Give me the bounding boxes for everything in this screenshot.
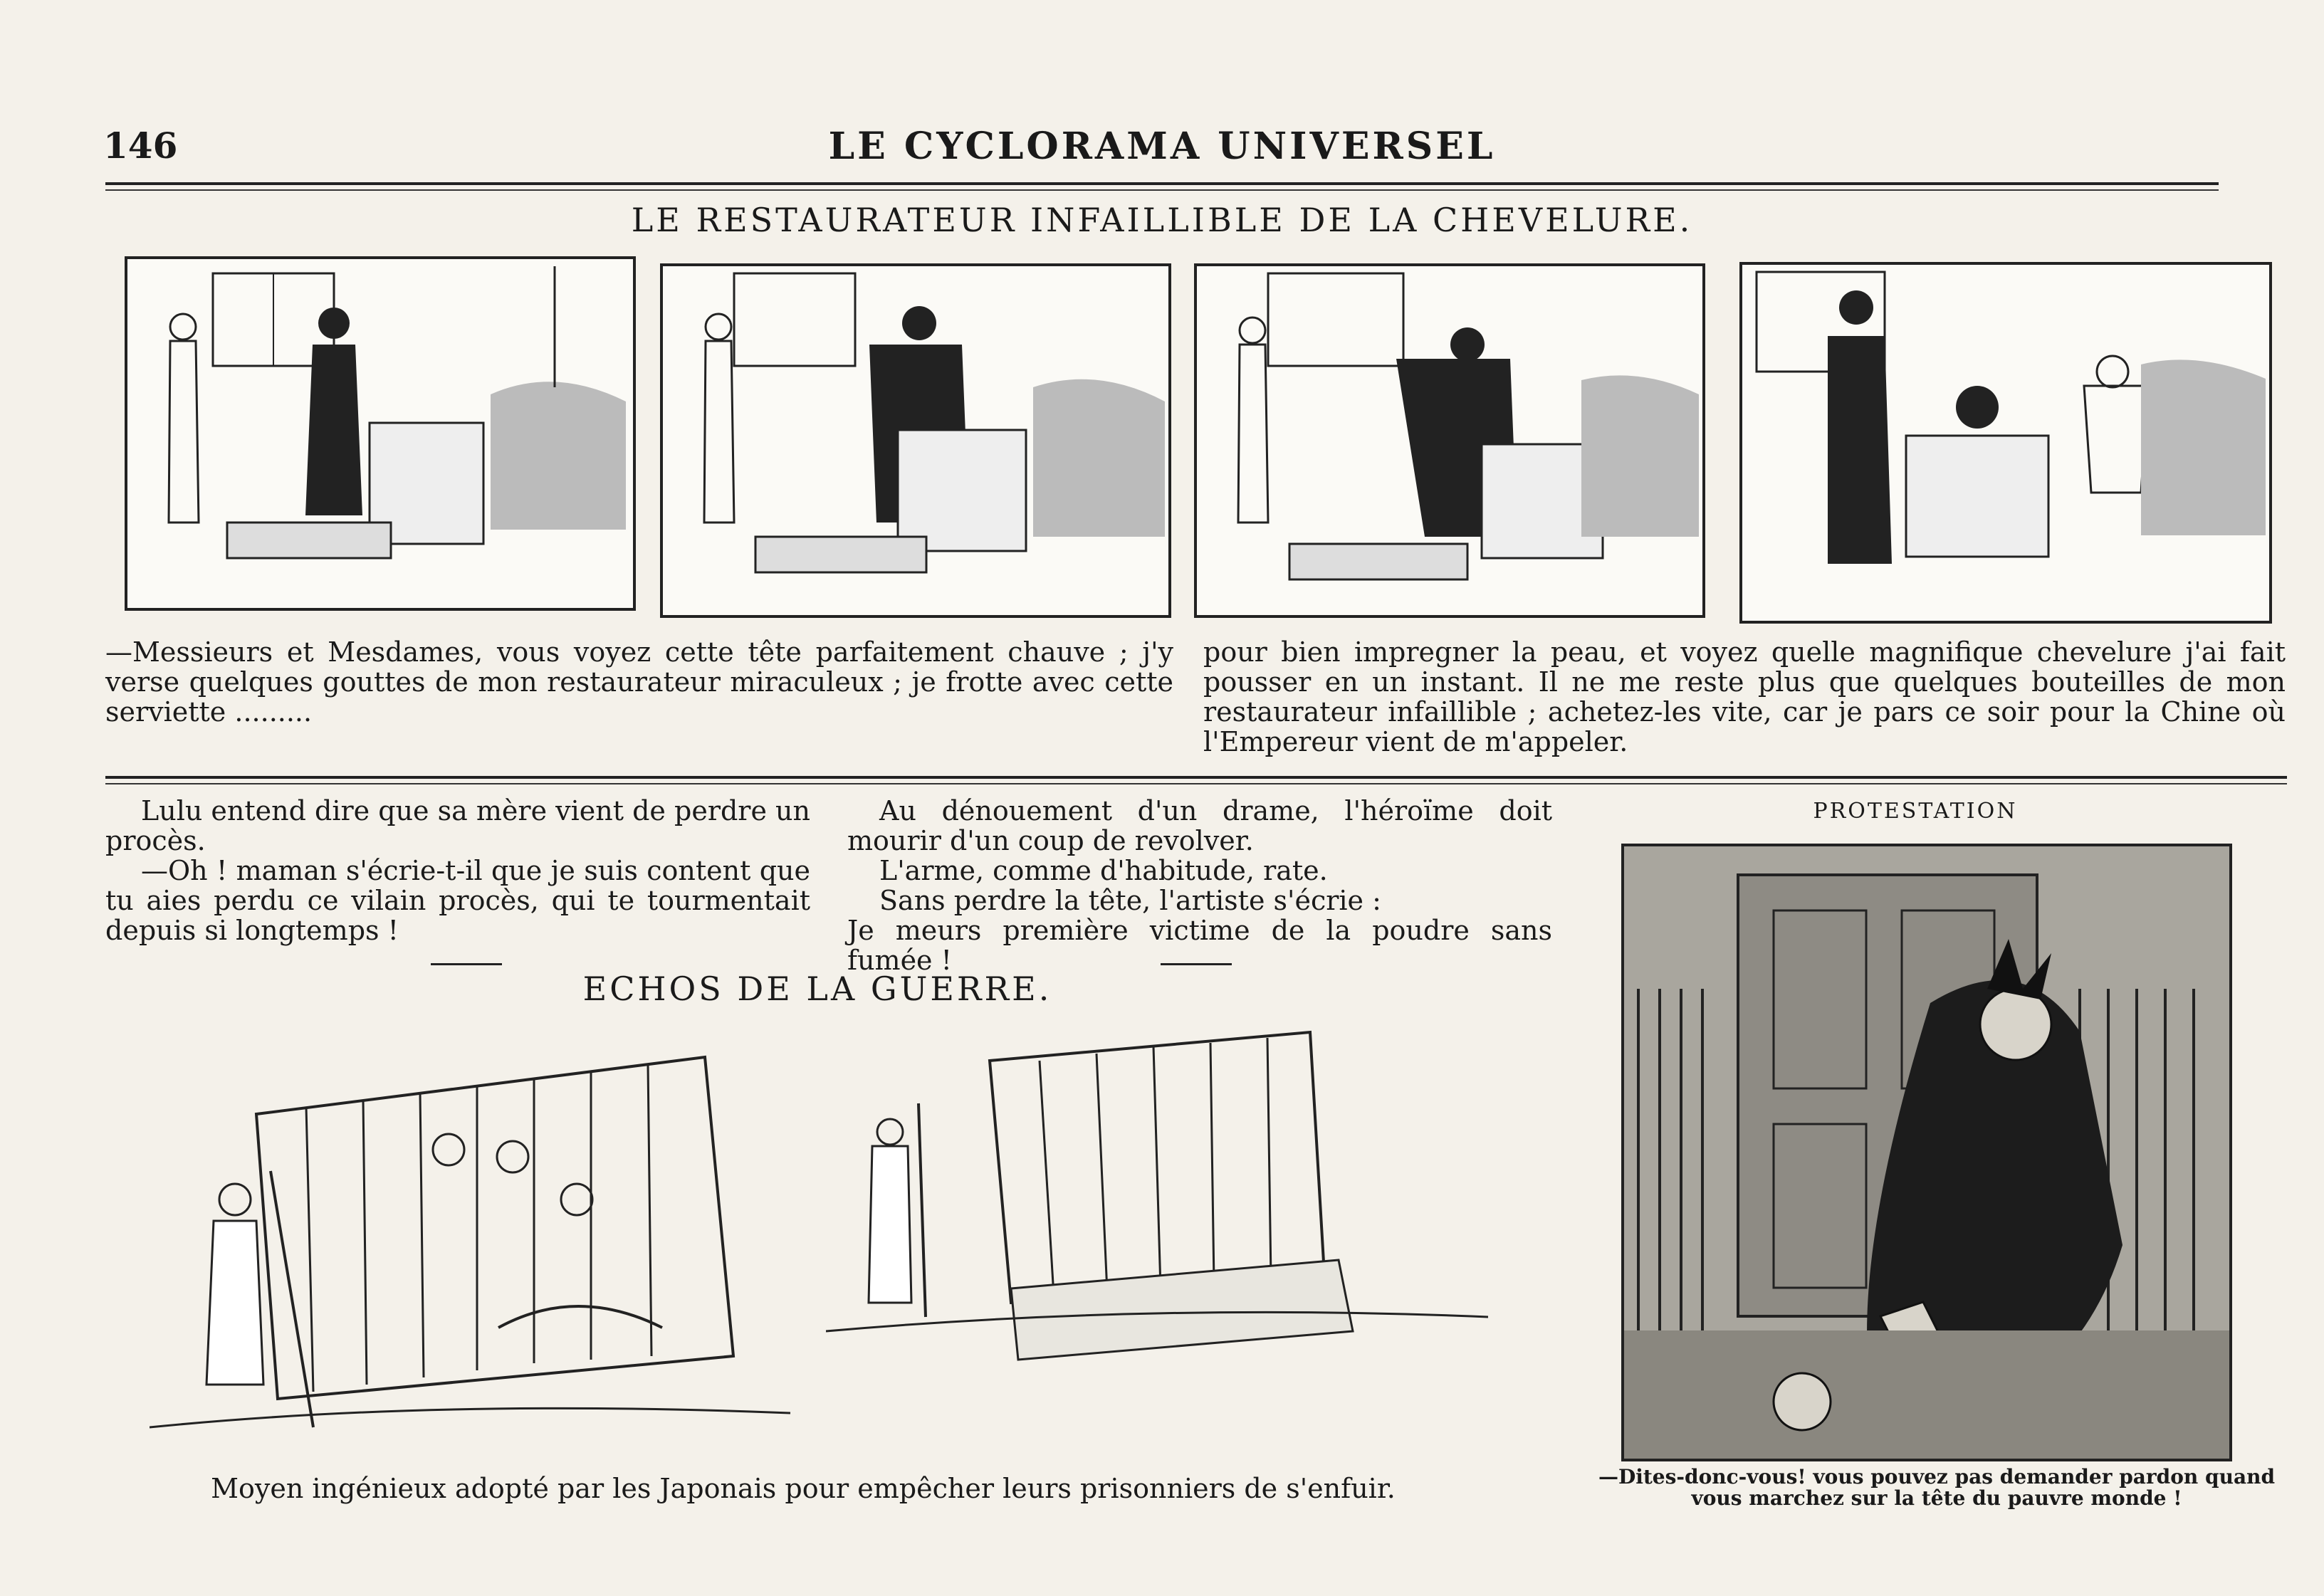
comic-caption-left: —Messieurs et Mesdames, vous voyez cette tête parfaitement chauve ; j'y verse quelques gouttes de mon restaurateur miraculeux ; je frotte avec cette serviette ......... [105, 636, 1173, 728]
comic-panel-4-illustration [1742, 265, 2269, 621]
comic-panel-2-illustration [663, 266, 1168, 615]
comic-panel-3 [1194, 263, 1705, 618]
anecdote-drame-line4: Je meurs première victime de la poudre sans fumée ! [847, 915, 1552, 976]
protestation-image [1621, 844, 2232, 1461]
protestation-illustration [1624, 846, 2229, 1459]
comic-panel-3-illustration [1197, 266, 1702, 615]
comic-panel-1 [125, 256, 636, 611]
page-number: 146 [103, 125, 178, 167]
protestation-caption: —Dites-donc-vous! vous pouvez pas demander pardon quand vous marchez sur la tête du pauvre monde ! [1598, 1465, 2276, 1510]
comic-panel-4 [1739, 262, 2272, 624]
anecdote-lulu-line2: —Oh ! maman s'écrie-t-il que je suis content que tu aies perdu ce vilain procès, qui te tourmentait depuis si longtemps ! [105, 855, 810, 946]
anecdote-lulu [105, 796, 810, 945]
comic-panel-1-illustration [127, 259, 633, 608]
journal-title: LE CYCLORAMA UNIVERSEL [828, 125, 1496, 168]
anecdote-drame-line3: Sans perdre la tête, l'artiste s'écrie : [879, 885, 1381, 916]
protestation-title: PROTESTATION [1813, 799, 2018, 824]
mid-rule-thin [105, 783, 2287, 784]
echos-illustration-left-svg [150, 1029, 797, 1456]
anecdote-lulu-line1: Lulu entend dire que sa mère vient de perdre un procès. [105, 795, 810, 856]
echos-illustration-right [826, 1018, 1488, 1417]
comic-title: LE RESTAURATEUR INFAILLIBLE DE LA CHEVELURE. [631, 201, 1693, 239]
separator-dash-left [431, 963, 502, 965]
echos-caption: Moyen ingénieux adopté par les Japonais pour empêcher leurs prisonniers de s'enfuir. [211, 1473, 1396, 1504]
mid-rule [105, 776, 2287, 779]
separator-dash-right [1161, 963, 1232, 965]
anecdote-drame [847, 796, 1552, 975]
comic-caption-right: pour bien impregner la peau, et voyez quelle magnifique chevelure j'ai fait pousser en un instant. Il ne me reste plus que quelques bouteilles de mon restaurateur infaillible ; achetez-les vite, car je pars ce soir pour la Chine où l'Empereur vient de m'appeler. [1203, 636, 2286, 757]
echos-title: ECHOS DE LA GUERRE. [582, 970, 1052, 1008]
anecdote-drame-line1: Au dénouement d'un drame, l'héroïme doit mourir d'un coup de revolver. [847, 795, 1552, 856]
comic-panel-2 [660, 263, 1171, 618]
header-rule-thin [105, 189, 2219, 191]
header-rule [105, 182, 2219, 185]
anecdote-drame-line2: L'arme, comme d'habitude, rate. [879, 855, 1328, 886]
echos-illustration-right-svg [826, 1018, 1488, 1417]
echos-illustration-left [150, 1029, 797, 1456]
